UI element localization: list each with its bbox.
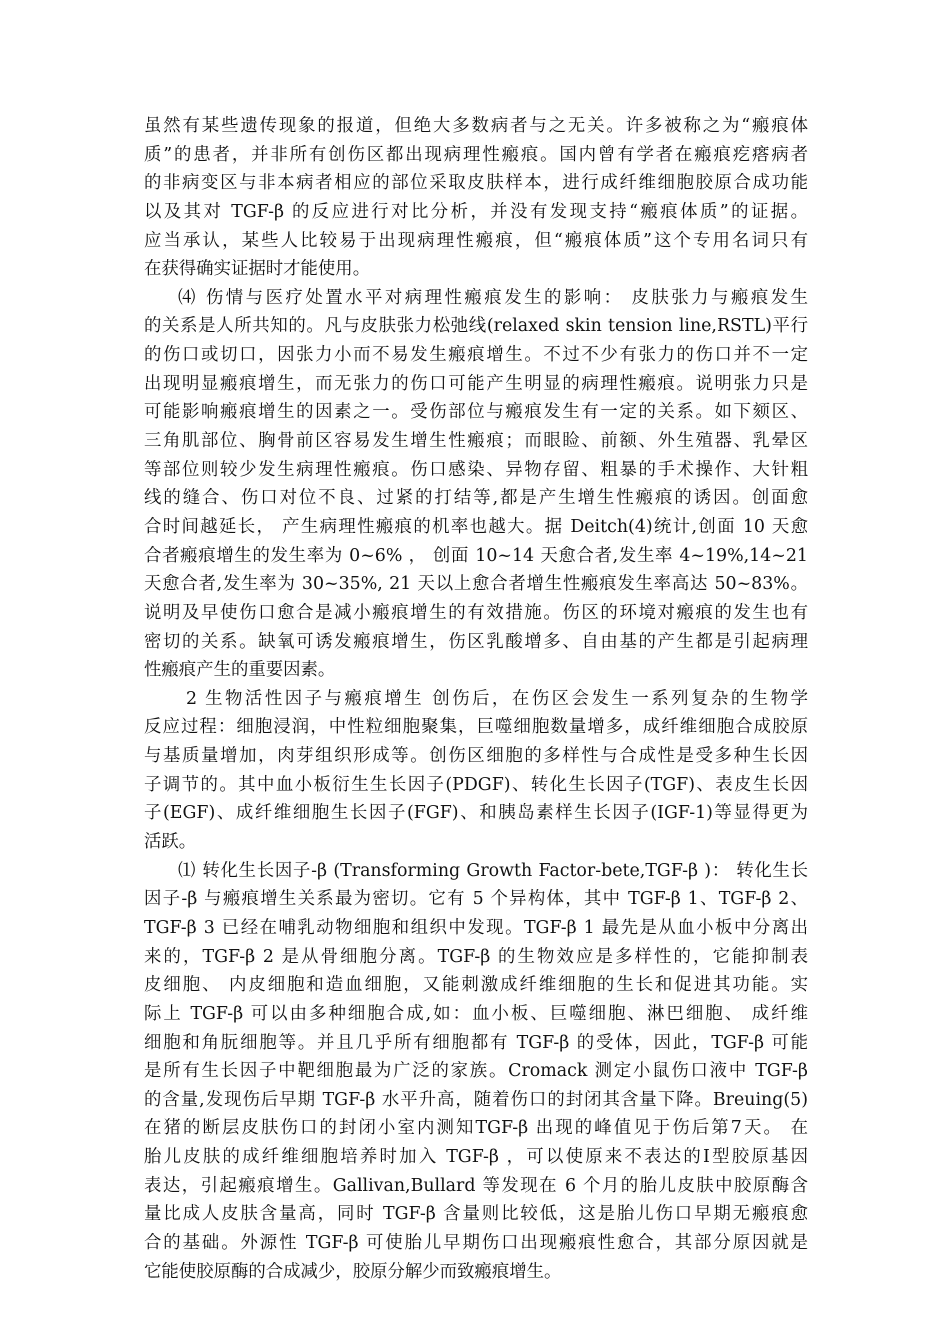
text-line: 表达，引起瘢痕增生。Gallivan,Bullard 等发现在 6 个月的胎儿皮肤中胶原酶含	[144, 1175, 808, 1196]
text-line: 虽然有某些遗传现象的报道，但绝大多数病者与之无关。许多被称之为“瘢痕体	[144, 116, 808, 136]
text-line: 的非病变区与非本病者相应的部位采取皮肤样本，进行成纤维细胞胶原合成功能	[144, 173, 808, 194]
text-line: 它能使胶原酶的合成减少，胶原分解少而致瘢痕增生。	[144, 1261, 562, 1282]
text-line: 子调节的。其中血小板衍生生长因子(PDGF)、转化生长因子(TGF)、表皮生长因	[144, 774, 808, 795]
text-line: 反应过程：细胞浸润，中性粒细胞聚集，巨噬细胞数量增多，成纤维细胞合成胶原	[144, 717, 808, 738]
text-line: 的关系是人所共知的。凡与皮肤张力松弛线(relaxed skin tension line,RSTL)平行	[144, 316, 808, 337]
section-heading-line: 2 生物活性因子与瘢痕增生 创伤后，在伤区会发生一系列复杂的生物学	[186, 688, 808, 709]
text-line: 质”的患者，并非所有创伤区都出现病理性瘢痕。国内曾有学者在瘢痕疙瘩病者	[144, 144, 808, 165]
text-line: 出现明显瘢痕增生，而无张力的伤口可能产生明显的病理性瘢痕。说明张力只是	[144, 373, 808, 394]
text-line: 子(EGF)、成纤维细胞生长因子(FGF)、和胰岛素样生长因子(IGF-1)等显得更为	[144, 803, 808, 824]
text-line: 的伤口或切口，因张力小而不易发生瘢痕增生。不过不少有张力的伤口并不一定	[144, 345, 808, 366]
text-line: 说明及早使伤口愈合是减小瘢痕增生的有效措施。伤区的环境对瘢痕的发生也有	[144, 602, 808, 623]
text-line: 合的基础。外源性 TGF-β 可使胎儿早期伤口出现瘢痕性愈合，其部分原因就是	[144, 1232, 808, 1253]
text-line: 合者瘢痕增生的发生率为 0~6% ， 创面 10~14 天愈合者,发生率 4~19%,14~21	[144, 545, 808, 566]
text-line: TGF-β 3 已经在哺乳动物细胞和组织中发现。TGF-β 1 最先是从血小板中分离出	[144, 917, 808, 938]
text-line: 天愈合者,发生率为 30~35%, 21 天以上愈合者增生性瘢痕发生率高达 50~83%。	[144, 574, 808, 595]
text-line: 线的缝合、伤口对位不良、过紧的打结等,都是产生增生性瘢痕的诱因。创面愈	[144, 488, 808, 509]
text-line: 因子-β 与瘢痕增生关系最为密切。它有 5 个异构体，其中 TGF-β 1、TGF-β 2、	[144, 889, 808, 910]
text-line: 细胞和角朊细胞等。并且几乎所有细胞都有 TGF-β 的受体，因此，TGF-β 可能	[144, 1032, 808, 1053]
text-line: 活跃。	[144, 832, 197, 853]
text-line: 性瘢痕产生的重要因素。	[144, 660, 336, 681]
text-line: 来的，TGF-β 2 是从骨细胞分离。TGF-β 的生物效应是多样性的，它能抑制表	[144, 946, 808, 967]
text-line: 量比成人皮肤含量高，同时 TGF-β 含量则比较低，这是胎儿伤口早期无瘢痕愈	[144, 1204, 808, 1225]
text-line: 是所有生长因子中靶细胞最为广泛的家族。Cromack 测定小鼠伤口液中 TGF-β	[144, 1061, 808, 1082]
text-line: 三角肌部位、胸骨前区容易发生增生性瘢痕；而眼睑、前额、外生殖器、乳晕区	[144, 431, 808, 452]
section-heading-line: ⑷ 伤情与医疗处置水平对病理性瘢痕发生的影响： 皮肤张力与瘢痕发生	[178, 287, 808, 308]
text-line: 以及其对 TGF-β 的反应进行对比分析，并没有发现支持“瘢痕体质”的证据。	[144, 201, 808, 222]
text-line: 的含量,发现伤后早期 TGF-β 水平升高，随着伤口的封闭其含量下降。Breuing(5)	[144, 1089, 808, 1110]
text-line: 在获得确实证据时才能使用。	[144, 259, 371, 280]
text-line: 可能影响瘢痕增生的因素之一。受伤部位与瘢痕发生有一定的关系。如下颏区、	[144, 402, 808, 423]
text-line: 与基质量增加，肉芽组织形成等。创伤区细胞的多样性与合成性是受多种生长因	[144, 746, 808, 767]
text-line: 合时间越延长， 产生病理性瘢痕的机率也越大。据 Deitch(4)统计,创面 10 天愈	[144, 516, 808, 537]
text-line: 胎儿皮肤的成纤维细胞培养时加入 TGF-β ，可以使原来不表达的Ⅰ型胶原基因	[144, 1147, 808, 1168]
section-heading-line: ⑴ 转化生长因子-β (Transforming Growth Factor-bete,TGF-β )： 转化生长	[178, 860, 808, 881]
text-line: 际上 TGF-β 可以由多种细胞合成,如：血小板、巨噬细胞、淋巴细胞、 成纤维	[144, 1003, 808, 1024]
text-line: 密切的关系。缺氧可诱发瘢痕增生，伤区乳酸增多、自由基的产生都是引起病理	[144, 631, 808, 652]
text-line: 应当承认，某些人比较易于出现病理性瘢痕，但“瘢痕体质”这个专用名词只有	[144, 230, 808, 251]
text-line: 在猪的断层皮肤伤口的封闭小室内测知TGF-β 出现的峰值见于伤后第7天。 在	[144, 1118, 808, 1139]
text-line: 皮细胞、 内皮细胞和造血细胞，又能刺激成纤维细胞的生长和促进其功能。实	[144, 975, 808, 996]
body-text	[144, 112, 808, 1286]
text-line: 等部位则较少发生病理性瘢痕。伤口感染、异物存留、粗暴的手术操作、大针粗	[144, 459, 808, 480]
